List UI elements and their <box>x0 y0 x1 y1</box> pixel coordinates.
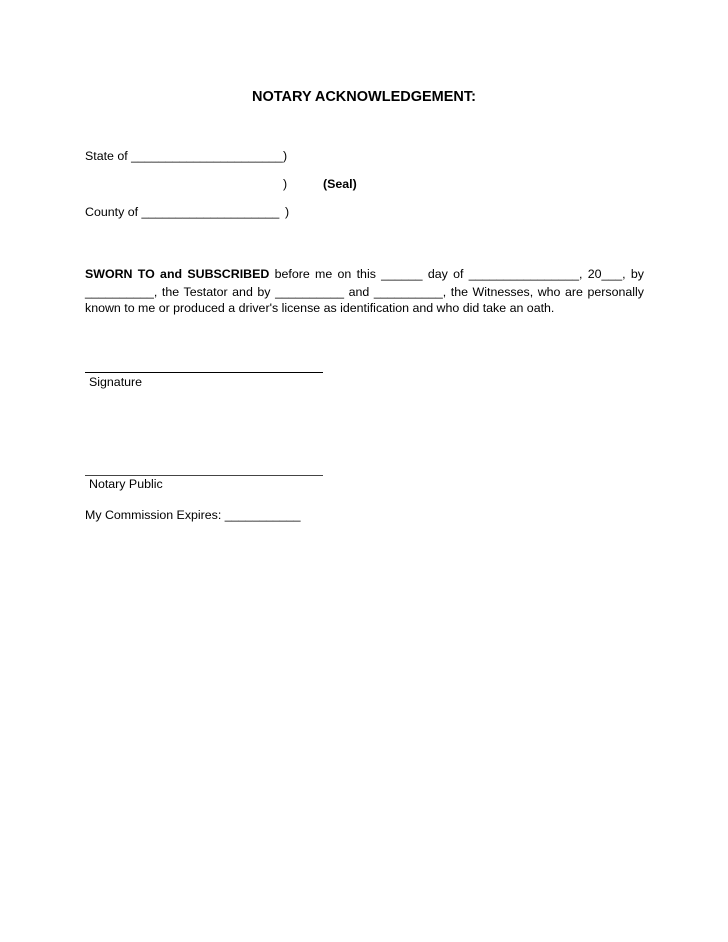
notary-public-label: Notary Public <box>89 477 163 491</box>
notary-rule <box>85 475 323 476</box>
signature-label: Signature <box>89 375 143 389</box>
oath-line-2: __________, the Testator and by __________ and __________, the Witnesses, who are personally <box>85 285 644 299</box>
commission-expires-line: My Commission Expires: ___________ <box>85 508 301 522</box>
oath-line-1 <box>85 267 644 282</box>
venue-paren-3: ) <box>285 205 290 219</box>
document-title: NOTARY ACKNOWLEDGEMENT: <box>252 89 476 105</box>
venue-paren-1: ) <box>283 149 288 163</box>
oath-line-1-rest: before me on this ______ day of ________________, 20___, by <box>269 267 644 281</box>
venue-paren-2: ) <box>283 177 288 191</box>
seal-label: (Seal) <box>323 177 357 191</box>
oath-line-3: known to me or produced a driver's license as identification and who did take an oath. <box>85 301 555 315</box>
signature-rule <box>85 372 323 373</box>
county-of-line: County of ____________________ <box>85 205 280 219</box>
state-of-line: State of ______________________ <box>85 149 283 163</box>
oath-bold-phrase: SWORN TO and SUBSCRIBED <box>85 267 270 281</box>
